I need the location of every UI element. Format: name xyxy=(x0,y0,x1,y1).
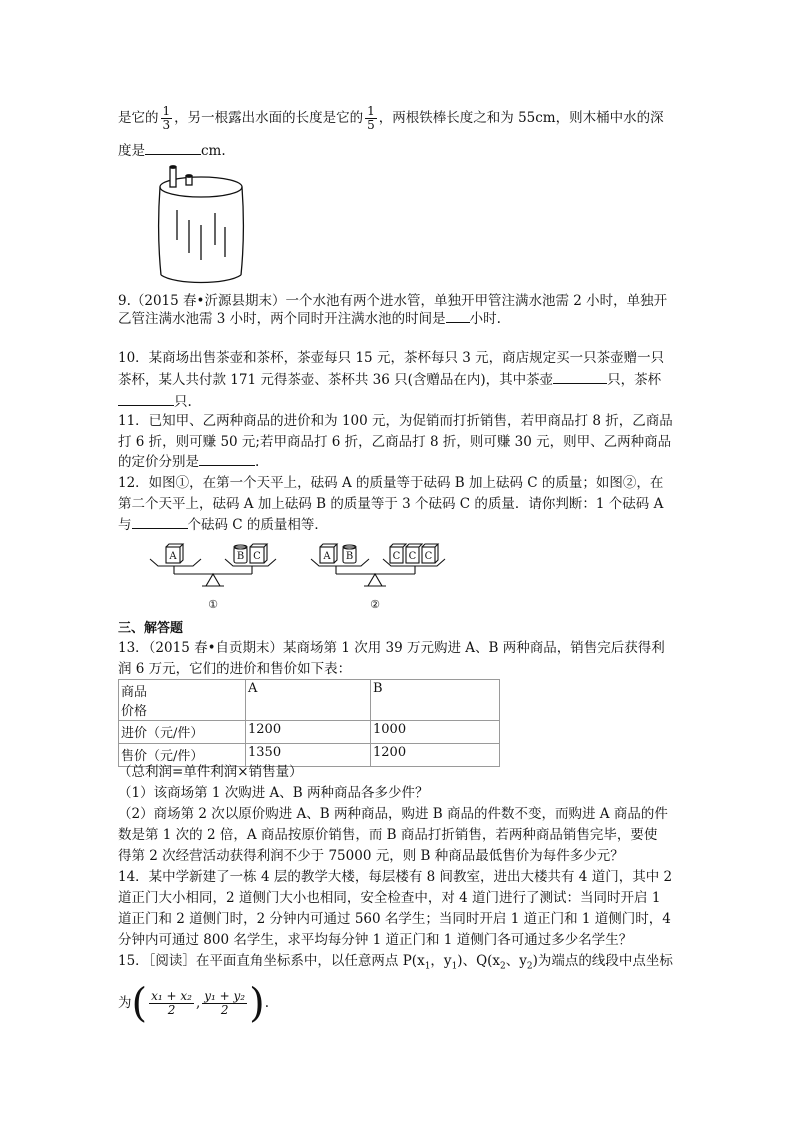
q13-line2: 润 6 万元，它们的进价和售价如下表： xyxy=(118,661,352,677)
answer-blank-q10-teapot[interactable] xyxy=(553,369,607,384)
q13-line1: 13．（2015 春•自贡期末）某商场第 1 次用 39 万元购进 A、B 两种商品，销售完后获得利 xyxy=(118,640,665,656)
weight-label-b1: B xyxy=(236,551,245,562)
q14-line1: 14．某中学新建了一栋 4 层的教学大楼，每层楼有 8 间教室，进出大楼共有 4 道门，其中 2 xyxy=(118,869,673,885)
weight-label-c2b: C xyxy=(408,551,417,562)
answer-blank-q8[interactable] xyxy=(145,140,201,155)
weight-label-c1: C xyxy=(253,551,261,562)
q10-line1: 10．某商场出售茶壶和茶杯，茶壶每只 15 元，茶杯每只 3 元，商店规定买一只茶壶赠一只 xyxy=(118,350,665,366)
weight-label-b2: B xyxy=(345,551,354,562)
table-row: 售价（元/件） 1350 1200 xyxy=(119,744,500,767)
q13-note: （总利润=单件利润×销售量） xyxy=(118,764,303,780)
q13-sub2-line2: 数是第 1 次的 2 倍，A 商品按原价销售，而 B 商品打折销售，若两种商品销售完毕，要使 xyxy=(118,827,658,843)
q9-line1: 9.（2015 春•沂源县期末）一个水池有两个进水管，单独开甲管注满水池需 2 小时，单独开 xyxy=(118,293,668,309)
weight-label-c2c: C xyxy=(424,551,433,562)
table-row: 进价（元/件） 1200 1000 xyxy=(119,721,500,744)
q9-line2: 乙管注满水池需 3 小时，两个同时开注满水池的时间是 小时. xyxy=(118,308,501,330)
balance-figures xyxy=(140,535,460,615)
q8-line2: 度是 cm. xyxy=(118,140,226,162)
q11-line3: 的定价分别是 . xyxy=(118,451,259,473)
q12-line2: 第二个天平上，砝码 A 加上砝码 B 的质量等于 3 个砝码 C 的质量．请你判断：1 个砝码 A xyxy=(118,496,664,512)
midpoint-y-fraction: $\frac{\text{y₁ + y₂}}{2}$ xyxy=(204,989,246,1017)
answer-blank-q10-cup[interactable] xyxy=(118,391,174,406)
weight-label-a1: A xyxy=(169,551,177,562)
weight-label-c2a: C xyxy=(392,551,401,562)
q11-line2: 打 6 折，则可赚 50 元;若甲商品打 6 折，乙商品打 8 折，则可赚 30 元，则甲、乙两种商品 xyxy=(118,434,672,450)
fraction-one-fifth: $\frac{1}{5}$ xyxy=(367,104,375,132)
q10-line3: 只. xyxy=(118,391,192,413)
q14-line3: 道正门和 2 道侧门时，2 分钟内可通过 560 名学生；当同时开启 1 道正门和 1 道侧门时，4 xyxy=(118,911,671,927)
price-table xyxy=(118,679,500,767)
table-header-label: 商品 价格 xyxy=(119,680,246,721)
q11-line1: 11．已知甲、乙两种商品的进价和为 100 元，为促销而打折销售，若甲商品打 8 折，乙商品 xyxy=(118,413,673,429)
table-col-a: A xyxy=(246,680,371,721)
q12-line1: 12．如图①，在第一个天平上，砝码 A 的质量等于砝码 B 加上砝码 C 的质量；如图②，在 xyxy=(118,475,664,491)
weight-label-a2: A xyxy=(323,551,331,562)
barrel-figure xyxy=(155,165,247,287)
q12-line3: 与 个砝码 C 的质量相等． xyxy=(118,514,328,536)
q13-sub2-line1: （2）商场第 2 次以原价购进 A、B 两种商品，购进 B 商品的件数不变，而购进 A 商品的件 xyxy=(118,806,668,822)
q13-sub1: （1）该商场第 1 次购进 A、B 两种商品各多少件？ xyxy=(118,785,429,801)
answer-blank-q9[interactable] xyxy=(446,308,470,323)
q13-sub2-line3: 得第 2 次经营活动获得利润不少于 75000 元，则 B 种商品最低售价为每件多少元？ xyxy=(118,848,624,864)
q8-line1: 是它的 $\frac{1}{3}$ ，另一根露出水面的长度是它的 $\frac{1}{5}$ ，两根铁棒长度之和为 55cm，则木桶中水的深 xyxy=(118,104,664,132)
fig1-label: ① xyxy=(208,598,218,611)
answer-blank-q11[interactable] xyxy=(199,451,255,466)
section-title: 三、解答题 xyxy=(118,621,184,636)
table-col-b: B xyxy=(371,680,500,721)
q14-line2: 道正门大小相同，2 道侧门大小也相同，安全检查中，对 4 道门进行了测试：当同时开启 1 xyxy=(118,890,661,906)
fig2-label: ② xyxy=(370,598,380,611)
q15-line1: 15．［阅读］在平面直角坐标系中，以任意两点 $P(x_1$，$y_1$)、$Q(x_2$、$y_2$)为端点的线段中点坐标 xyxy=(118,953,673,972)
fraction-one-third: $\frac{1}{3}$ xyxy=(162,104,171,132)
answer-blank-q12[interactable] xyxy=(132,514,188,529)
q10-line2: 茶杯，某人共付款 171 元得茶壶、茶杯共 36 只(含赠品在内)，其中茶壶 只，茶杯 xyxy=(118,369,661,391)
midpoint-x-fraction: $\frac{\text{x₁ + x₂}}{2}$ xyxy=(151,989,192,1017)
table-header-row xyxy=(119,680,500,721)
q14-line4: 分钟内可通过 800 名学生，求平均每分钟 1 道正门和 1 道侧门各可通过多少名学生？ xyxy=(118,932,633,948)
q15-line2: 为( $\frac{\text{x₁ + x₂}}{2}$ , $\frac{\text{y₁ + y₂}}{2}$ ). xyxy=(118,980,270,1027)
